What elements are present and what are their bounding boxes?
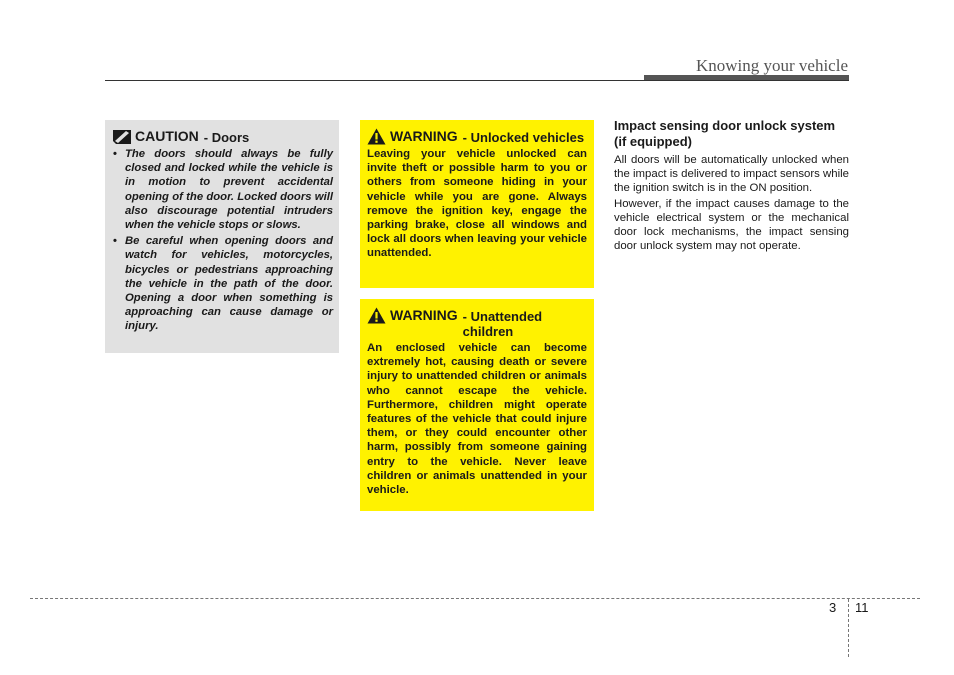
warning-title [367, 128, 587, 145]
page-number: 11 [855, 600, 869, 615]
page-header-title: Knowing your vehicle [695, 56, 848, 75]
chapter-number: 3 [829, 600, 837, 615]
footer-rule [30, 598, 920, 599]
warning-label: WARNING [390, 307, 458, 323]
caution-label: CAUTION [135, 128, 199, 144]
warning-box-unlocked-vehicles [360, 120, 594, 288]
warning-box-unattended-children [360, 299, 594, 511]
warning-icon [367, 307, 386, 324]
caution-box-doors [105, 120, 339, 353]
header-rule [105, 80, 849, 81]
caution-list [113, 147, 333, 334]
caution-subject: - Doors [203, 130, 250, 145]
impact-paragraph: However, if the impact causes damage to the vehicle electrical system or the mechanical door lock mechanisms, the impact sensing door unlock system may not operate. [614, 198, 849, 252]
caution-icon [113, 130, 131, 144]
caution-item: • Be careful when opening doors and watch for vehicles, motorcycles, bicycles or pedestrians approaching the vehicle in the path of the door. Opening a door when something is approaching can cause damage or injury. [113, 234, 333, 333]
caution-item: • The doors should always be fully closed and locked while the vehicle is in motion to prevent accidental opening of the door. Locked doors will also discourage potential intruders when the vehicle stops or slows. [113, 147, 333, 232]
warning-subject: - Unlocked vehicles [462, 130, 585, 145]
warning-body: An enclosed vehicle can become extremely hot, causing death or severe injury to unattended children or animals who cannot escape the vehicle. Furthermore, children might operate features of the vehicle that could injure them, or they could encounter other harm, possibly from someone gaining entry to the vehicle. Never leave children or animals unattended in your vehicle. [367, 342, 587, 497]
warning-subject: - Unattended children [462, 309, 543, 339]
impact-heading: Impact sensing door unlock system (if equipped) [614, 118, 836, 149]
impact-section [614, 118, 849, 255]
footer-divider [848, 599, 849, 657]
caution-title [113, 128, 333, 145]
warning-icon [367, 128, 386, 145]
warning-body: Leaving your vehicle unlocked can invite theft or possible harm to you or others from someone hiding in your vehicle while you are gone. Always remove the ignition key, engage the parking brake, close all windows and lock all doors when leaving your vehicle unattended. [367, 148, 587, 260]
warning-title [367, 307, 587, 339]
impact-paragraph: All doors will be automatically unlocked when the impact is delivered to impact sensors while the ignition switch is in the ON position. [614, 154, 849, 194]
warning-label: WARNING [390, 128, 458, 144]
